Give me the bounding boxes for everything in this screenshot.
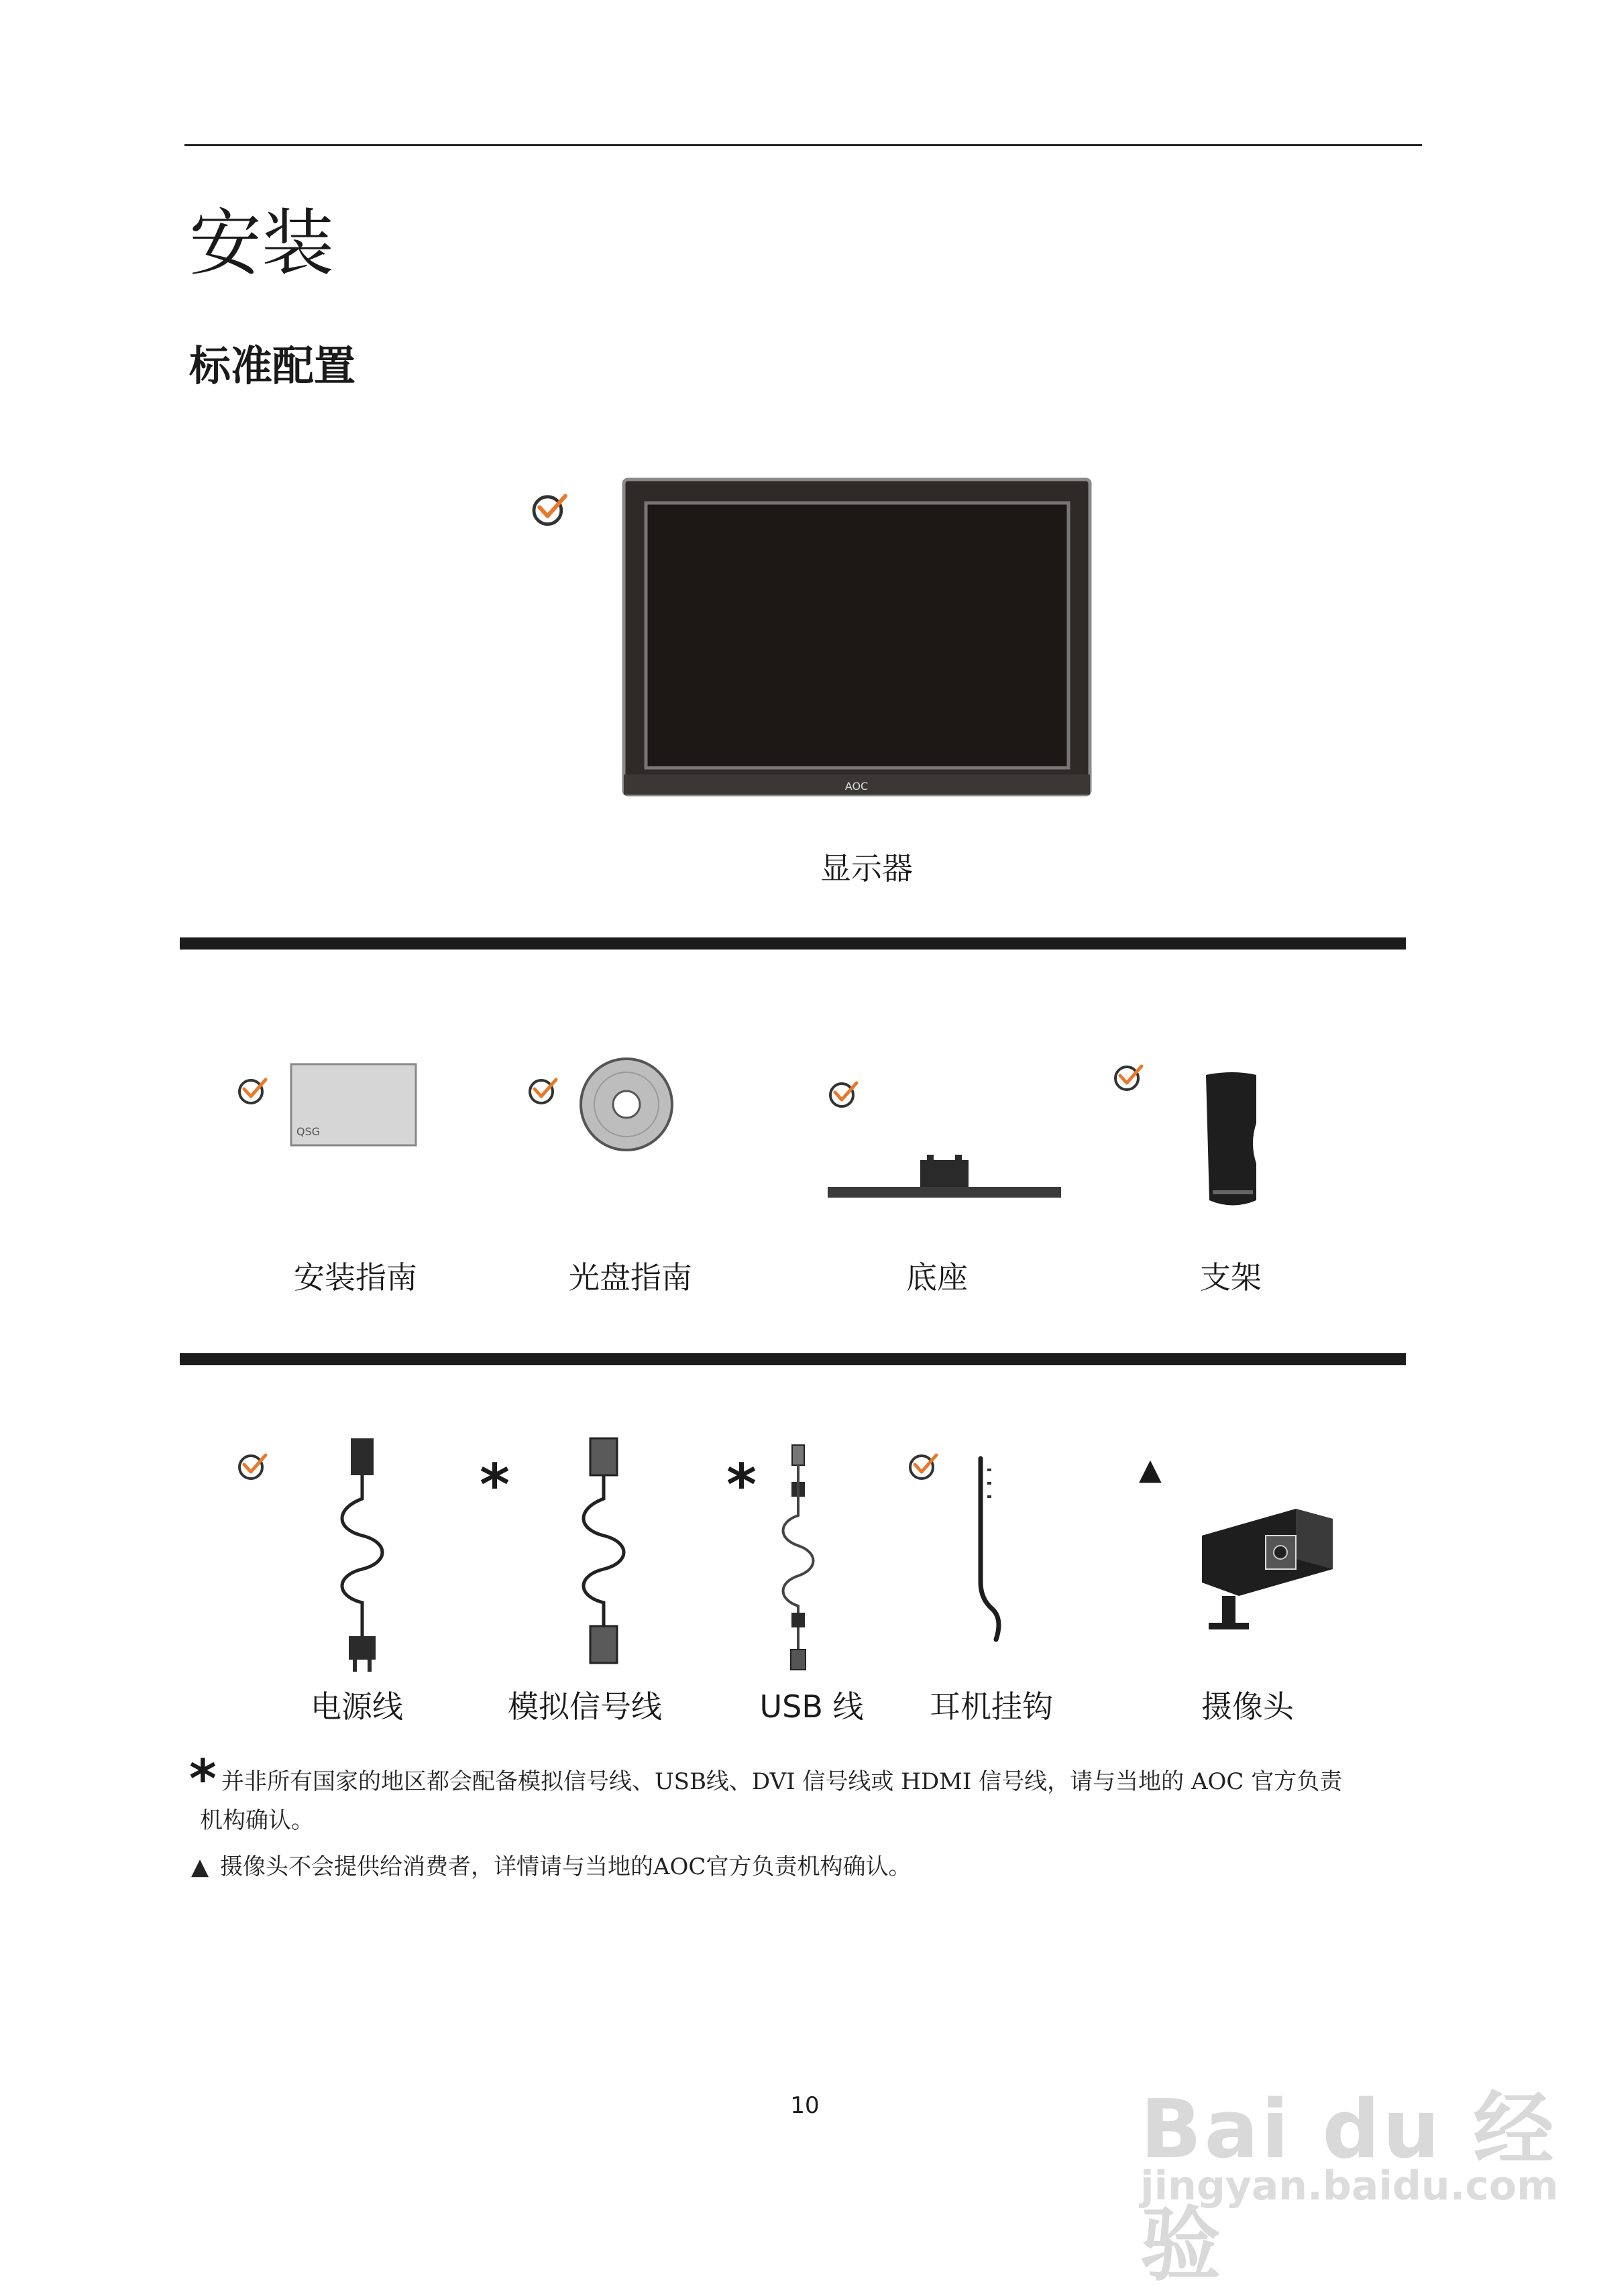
quick-start-guide-image <box>290 1063 417 1147</box>
cd-disc-image <box>578 1056 675 1153</box>
triangle-note-symbol: ▲ <box>191 1853 209 1880</box>
page-title: 安装 <box>189 202 335 286</box>
asterisk-note-symbol: * <box>189 1749 217 1810</box>
asterisk-marker: * <box>480 1452 510 1519</box>
triangle-marker: ▲ <box>1139 1452 1162 1487</box>
page-number: 10 <box>790 2092 820 2119</box>
asterisk-note-line1: 并非所有国家的地区都会配备模拟信号线、USB线、DVI 信号线或 HDMI 信号线，请与当地的 AOC 官方负责 <box>221 1768 1343 1795</box>
item-label-install-guide: 安装指南 <box>294 1259 417 1296</box>
checkmark-icon <box>527 1074 560 1108</box>
top-divider <box>184 144 1422 146</box>
checkmark-icon <box>907 1450 940 1483</box>
monitor-image <box>620 476 1093 801</box>
base-stand-image <box>826 1153 1062 1207</box>
checkmark-icon <box>530 490 570 530</box>
monitor-brand-text: AOC <box>844 780 869 793</box>
monitor-label: 显示器 <box>820 850 913 886</box>
asterisk-marker: * <box>726 1452 757 1519</box>
item-label-power-cable: 电源线 <box>311 1688 403 1725</box>
triangle-note-text: 摄像头不会提供给消费者，详情请与当地的AOC官方负责机构确认。 <box>220 1853 912 1880</box>
watermark-logo: Bai du 经验 <box>1140 2083 1557 2292</box>
asterisk-note-line2: 机构确认。 <box>200 1807 314 1834</box>
checkmark-icon <box>1112 1061 1146 1094</box>
webcam-image <box>1195 1495 1339 1643</box>
item-label-cd-guide: 光盘指南 <box>569 1259 692 1296</box>
headphone-hook-image <box>966 1455 1020 1646</box>
section-title: 标准配置 <box>189 341 356 390</box>
checkmark-icon <box>236 1450 270 1483</box>
item-label-base: 底座 <box>906 1259 968 1296</box>
checkmark-icon <box>827 1078 861 1111</box>
vga-cable-image <box>570 1435 637 1673</box>
watermark-url: jingyan.baidu.com <box>1140 2163 1559 2209</box>
item-label-webcam: 摄像头 <box>1201 1688 1294 1725</box>
item-label-stand: 支架 <box>1200 1259 1262 1296</box>
power-cable-image <box>329 1435 396 1673</box>
usb-cable-image <box>775 1442 822 1673</box>
item-label-analog-signal-cable: 模拟信号线 <box>508 1688 662 1725</box>
stand-neck-image <box>1199 1070 1266 1210</box>
item-label-headphone-hook: 耳机挂钩 <box>930 1688 1053 1725</box>
item-label-usb-cable: USB 线 <box>759 1688 864 1725</box>
section-divider-1 <box>180 937 1406 950</box>
checkmark-icon <box>236 1074 270 1108</box>
qsg-text: QSG <box>296 1125 321 1138</box>
section-divider-2 <box>180 1353 1406 1365</box>
